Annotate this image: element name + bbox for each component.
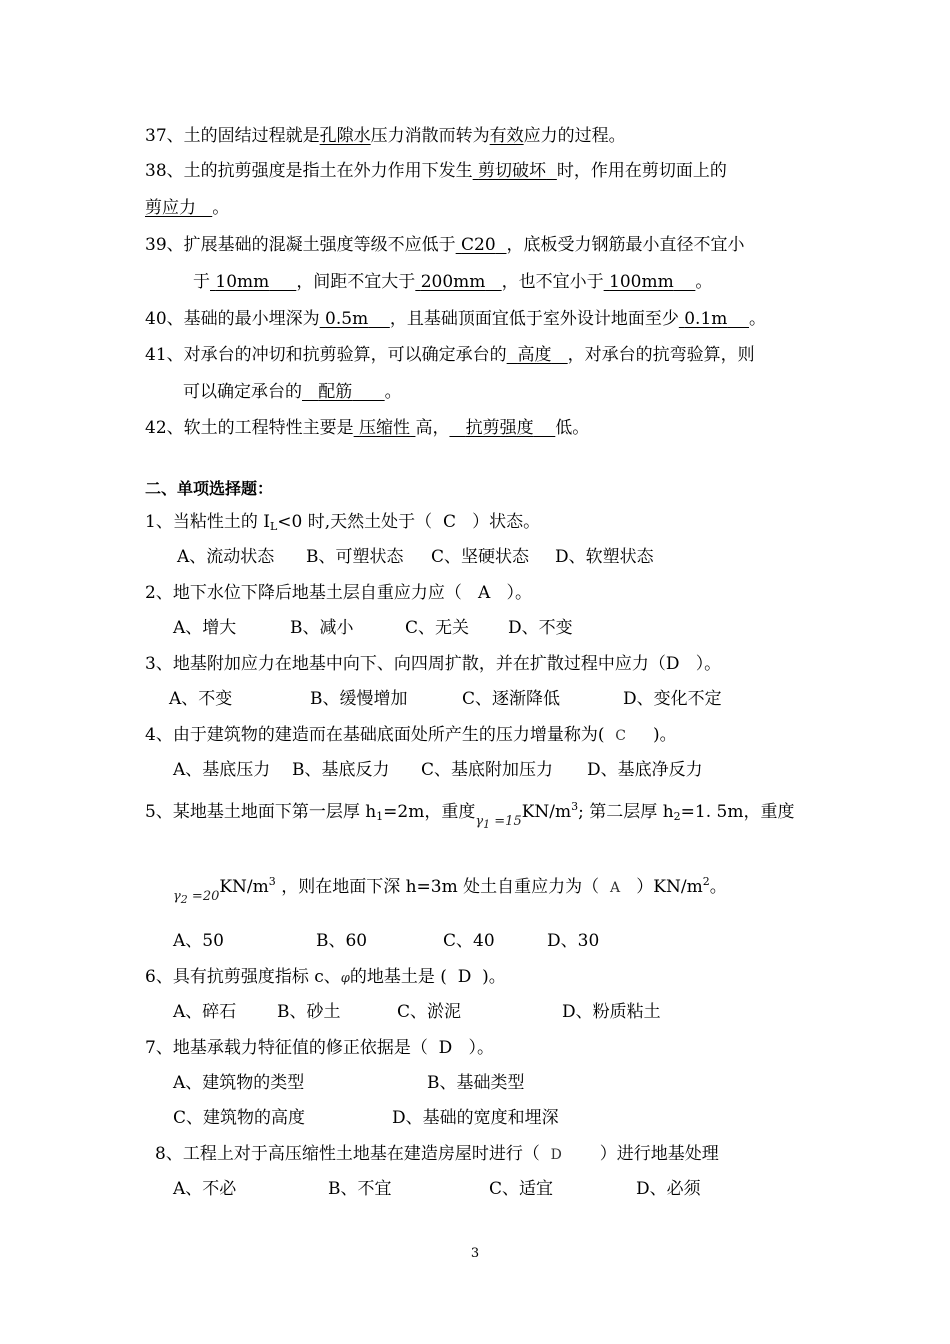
gamma-symbol: γ1 =15 xyxy=(475,814,522,831)
question-41: 41、对承台的冲切和抗剪验算，可以确定承台的 高度 ，对承台的抗弯验算，则 xyxy=(145,345,755,365)
option: B、基础类型 xyxy=(427,1073,525,1093)
question-38-cont: 剪应力 。 xyxy=(145,198,230,218)
option: B、减小 xyxy=(290,618,354,638)
answer: 高度 xyxy=(517,345,552,365)
answer: D xyxy=(438,1038,453,1058)
option: C、无关 xyxy=(405,618,470,638)
answer: 剪应力 xyxy=(145,198,196,218)
option: A、增大 xyxy=(173,618,237,638)
option: D、30 xyxy=(547,931,600,951)
question-40: 40、基础的最小埋深为 0.5m ，且基础顶面宜低于室外设计地面至少 0.1m 。 xyxy=(145,309,767,329)
answer: 100mm xyxy=(609,272,674,292)
option: A、碎石 xyxy=(173,1002,237,1022)
option: C、逐渐降低 xyxy=(462,689,561,709)
option: D、必须 xyxy=(636,1179,701,1199)
question-41-cont: 可以确定承台的 配筋 。 xyxy=(183,382,402,402)
answer: 0.1m xyxy=(684,309,728,329)
answer: C20 xyxy=(461,235,496,255)
question-38: 38、土的抗剪强度是指土在外力作用下发生 剪切破坏 时，作用在剪切面上的 xyxy=(145,161,727,181)
option: A、建筑物的类型 xyxy=(173,1073,305,1093)
option: A、基底压力 xyxy=(173,760,271,780)
option: B、60 xyxy=(316,931,368,951)
answer: D xyxy=(457,967,472,987)
answer: 压缩性 xyxy=(359,418,411,438)
answer: 有效 xyxy=(489,126,524,146)
option: D、变化不定 xyxy=(623,689,722,709)
mc-question-1: 1、当粘性土的 $I_L<0$ 时,天然土处于（ C ）状态。 xyxy=(145,512,541,533)
answer: D xyxy=(665,654,680,674)
option: A、不必 xyxy=(173,1179,237,1199)
answer: 200mm xyxy=(420,272,486,292)
answer: 10mm xyxy=(215,272,270,292)
answer: C xyxy=(615,728,626,744)
option: A、流动状态 xyxy=(177,547,275,567)
option: B、缓慢增加 xyxy=(310,689,408,709)
answer: D xyxy=(550,1147,562,1163)
page-number: 3 xyxy=(470,1246,480,1261)
option: D、基础的宽度和埋深 xyxy=(392,1108,559,1128)
option: D、粉质粘土 xyxy=(562,1002,661,1022)
mc-question-8: 8、工程上对于高压缩性土地基在建造房屋时进行（ D ）进行地基处理 xyxy=(155,1144,719,1164)
option: A、不变 xyxy=(169,689,233,709)
option: D、不变 xyxy=(508,618,573,638)
answer: 0.5m xyxy=(325,309,369,329)
answer: 配筋 xyxy=(318,382,353,402)
answer: A xyxy=(478,583,491,603)
option: B、砂土 xyxy=(277,1002,341,1022)
gamma-symbol: γ2 =20 xyxy=(173,889,220,906)
mc-question-4: 4、由于建筑物的建造而在基础底面处所产生的压力增量称为( C )。 xyxy=(145,725,677,745)
option: C、建筑物的高度 xyxy=(173,1108,306,1128)
mc-question-3: 3、地基附加应力在地基中向下、向四周扩散，并在扩散过程中应力（D ）。 xyxy=(145,654,722,674)
question-39: 39、扩展基础的混凝土强度等级不应低于 C20 ，底板受力钢筋最小直径不宜小 xyxy=(145,235,745,255)
option: C、坚硬状态 xyxy=(431,547,530,567)
answer: 剪切破坏 xyxy=(478,161,547,181)
section-title: 二、单项选择题： xyxy=(145,479,274,498)
option: B、基底反力 xyxy=(292,760,390,780)
mc-question-5: 5、某地基土地面下第一层厚 $h_1=2m$，重度$_{\gamma_1 =15}KN/m^3$; 第二层厚 $h_2=1$. 5m，重度 xyxy=(145,800,795,831)
question-37: 37、土的固结过程就是孔隙水压力消散而转为有效应力的过程。 xyxy=(145,126,626,146)
question-42: 42、软土的工程特性主要是 压缩性 高， 抗剪强度 低。 xyxy=(145,418,590,438)
option: D、基底净反力 xyxy=(587,760,703,780)
mc-question-7: 7、地基承载力特征值的修正依据是（ D ）。 xyxy=(145,1038,494,1058)
option: C、基底附加压力 xyxy=(421,760,554,780)
answer: C xyxy=(442,512,456,532)
option: C、淤泥 xyxy=(397,1002,462,1022)
option: D、软塑状态 xyxy=(555,547,654,567)
option: C、适宜 xyxy=(489,1179,554,1199)
mc-question-2: 2、地下水位下降后地基土层自重应力应（ A ）。 xyxy=(145,583,533,603)
answer: 孔隙水 xyxy=(319,126,371,146)
answer: 抗剪强度 xyxy=(465,418,534,438)
option: B、不宜 xyxy=(328,1179,392,1199)
option: A、50 xyxy=(173,931,224,951)
question-39-cont: 于 10mm ，间距不宜大于 200mm ，也不宜小于 100mm 。 xyxy=(193,272,713,292)
option: C、40 xyxy=(443,931,495,951)
option: B、可塑状态 xyxy=(306,547,404,567)
answer: A xyxy=(609,880,621,896)
mc-question-5-cont: $_{\gamma_2 =20}KN/m^3$ ，则在地面下深 h=3m 处土自重应力为（ A ）$KN/m^2$。 xyxy=(173,875,727,906)
mc-question-6: 6、具有抗剪强度指标 c、φ的地基土是 ( D )。 xyxy=(145,967,506,987)
